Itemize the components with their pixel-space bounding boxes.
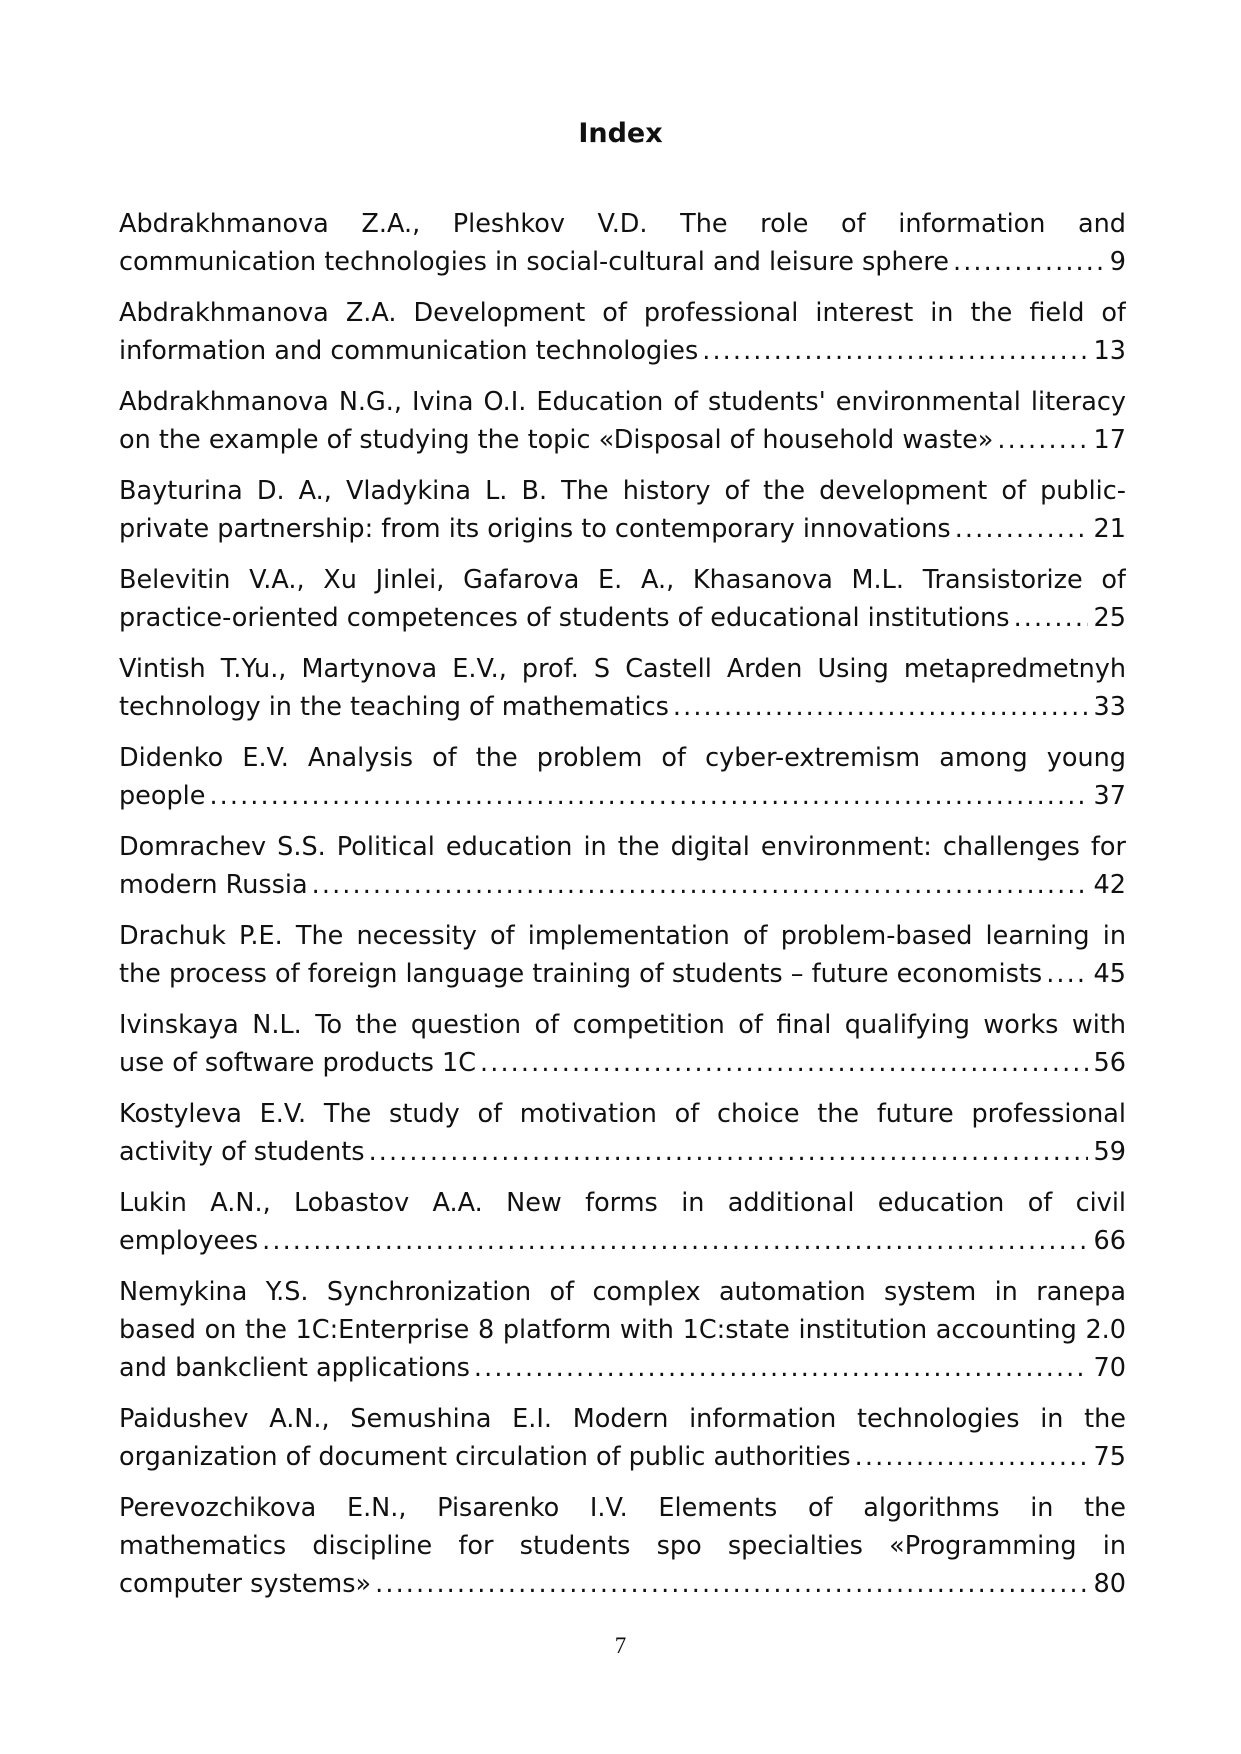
- entry-page-number: 42: [1093, 870, 1126, 900]
- entry-text: Bayturina D. A., Vladykina L. B. The history of the development of public-: [119, 476, 1126, 506]
- index-entry: [119, 1184, 1126, 1260]
- index-entry: [119, 1400, 1126, 1476]
- index-entry: [119, 294, 1126, 370]
- dot-leader: [953, 243, 1104, 281]
- entry-text: Ivinskaya N.L. To the question of competition of final qualifying works with: [119, 1010, 1126, 1040]
- entry-text: the process of foreign language training of students – future economists: [119, 959, 1043, 989]
- index-entry: [119, 205, 1126, 281]
- entry-text: Abdrakhmanova Z.A. Development of professional interest in the field of: [119, 298, 1126, 328]
- entry-text: organization of document circulation of public authorities: [119, 1442, 851, 1472]
- entry-page-number: 56: [1093, 1048, 1126, 1078]
- index-entry: [119, 383, 1126, 459]
- entry-text: Belevitin V.A., Xu Jinlei, Gafarova E. A., Khasanova M.L. Transistorize of: [119, 565, 1126, 595]
- entry-text: Drachuk P.E. The necessity of implementation of problem-based learning in: [119, 921, 1126, 951]
- entry-text: Perevozchikova E.N., Pisarenko I.V. Elements of algorithms in the: [119, 1493, 1126, 1523]
- entry-text: Vintish T.Yu., Martynova E.V., prof. S Castell Arden Using metapredmetnyh: [119, 654, 1126, 684]
- index-entry: [119, 650, 1126, 726]
- entry-page-number: 66: [1093, 1226, 1126, 1256]
- entry-text: people: [119, 781, 206, 811]
- entry-text: mathematics discipline for students spo specialties «Programming in: [119, 1531, 1126, 1561]
- entry-text: Didenko E.V. Analysis of the problem of cyber-extremism among young: [119, 743, 1126, 773]
- index-entry: [119, 1095, 1126, 1171]
- dot-leader: [369, 1133, 1088, 1171]
- index-entry: [119, 917, 1126, 993]
- entry-page-number: 21: [1093, 514, 1126, 544]
- index-entry: [119, 828, 1126, 904]
- index-entry: [119, 1489, 1126, 1603]
- entry-text: and bankclient applications: [119, 1353, 470, 1383]
- dot-leader: [375, 1565, 1087, 1603]
- dot-leader: [480, 1044, 1088, 1082]
- entry-text: modern Russia: [119, 870, 308, 900]
- entry-page-number: 13: [1093, 336, 1126, 366]
- index-entry: [119, 472, 1126, 548]
- entry-text: activity of students: [119, 1137, 365, 1167]
- entry-text: employees: [119, 1226, 259, 1256]
- dot-leader: [1046, 955, 1087, 993]
- index-list: [119, 205, 1126, 1616]
- dot-leader: [312, 866, 1088, 904]
- entry-text: communication technologies in social-cultural and leisure sphere: [119, 247, 949, 277]
- dot-leader: [997, 421, 1087, 459]
- entry-text: computer systems»: [119, 1569, 372, 1599]
- entry-page-number: 70: [1093, 1353, 1126, 1383]
- dot-leader: [855, 1438, 1088, 1476]
- entry-text: technology in the teaching of mathematics: [119, 692, 669, 722]
- entry-text: Lukin A.N., Lobastov A.A. New forms in additional education of civil: [119, 1188, 1126, 1218]
- index-entry: [119, 561, 1126, 637]
- entry-page-number: 59: [1093, 1137, 1126, 1167]
- page-number: 7: [614, 1633, 627, 1658]
- entry-page-number: 45: [1093, 959, 1126, 989]
- entry-page-number: 75: [1093, 1442, 1126, 1472]
- entry-text: Nemykina Y.S. Synchronization of complex automation system in ranepa: [119, 1277, 1126, 1307]
- page-title: Index: [578, 118, 663, 149]
- entry-page-number: 17: [1093, 425, 1126, 455]
- entry-text: information and communication technologies: [119, 336, 699, 366]
- entry-text: private partnership: from its origins to contemporary innovations: [119, 514, 951, 544]
- entry-text: on the example of studying the topic «Disposal of household waste»: [119, 425, 994, 455]
- entry-text: practice-oriented competences of students of educational institutions: [119, 603, 1010, 633]
- entry-page-number: 9: [1109, 247, 1126, 277]
- entry-text: Abdrakhmanova N.G., Ivina O.I. Education of students' environmental literacy: [119, 387, 1126, 417]
- entry-text: use of software products 1C: [119, 1048, 477, 1078]
- entry-page-number: 25: [1093, 603, 1126, 633]
- dot-leader: [262, 1222, 1087, 1260]
- entry-page-number: 37: [1093, 781, 1126, 811]
- entry-text: Abdrakhmanova Z.A., Pleshkov V.D. The role of information and: [119, 209, 1126, 239]
- dot-leader: [673, 688, 1088, 726]
- entry-page-number: 80: [1093, 1569, 1126, 1599]
- entry-text: Domrachev S.S. Political education in the digital environment: challenges for: [119, 832, 1126, 862]
- entry-text: Paidushev A.N., Semushina E.I. Modern information technologies in the: [119, 1404, 1126, 1434]
- dot-leader: [702, 332, 1087, 370]
- entry-text: Kostyleva E.V. The study of motivation of choice the future professional: [119, 1099, 1126, 1129]
- dot-leader: [1014, 599, 1088, 637]
- dot-leader: [955, 510, 1088, 548]
- dot-leader: [474, 1349, 1088, 1387]
- index-entry: [119, 1273, 1126, 1387]
- index-entry: [119, 739, 1126, 815]
- entry-text: based on the 1C:Enterprise 8 platform with 1C:state institution accounting 2.0: [119, 1315, 1126, 1345]
- index-entry: [119, 1006, 1126, 1082]
- entry-page-number: 33: [1093, 692, 1126, 722]
- dot-leader: [209, 777, 1087, 815]
